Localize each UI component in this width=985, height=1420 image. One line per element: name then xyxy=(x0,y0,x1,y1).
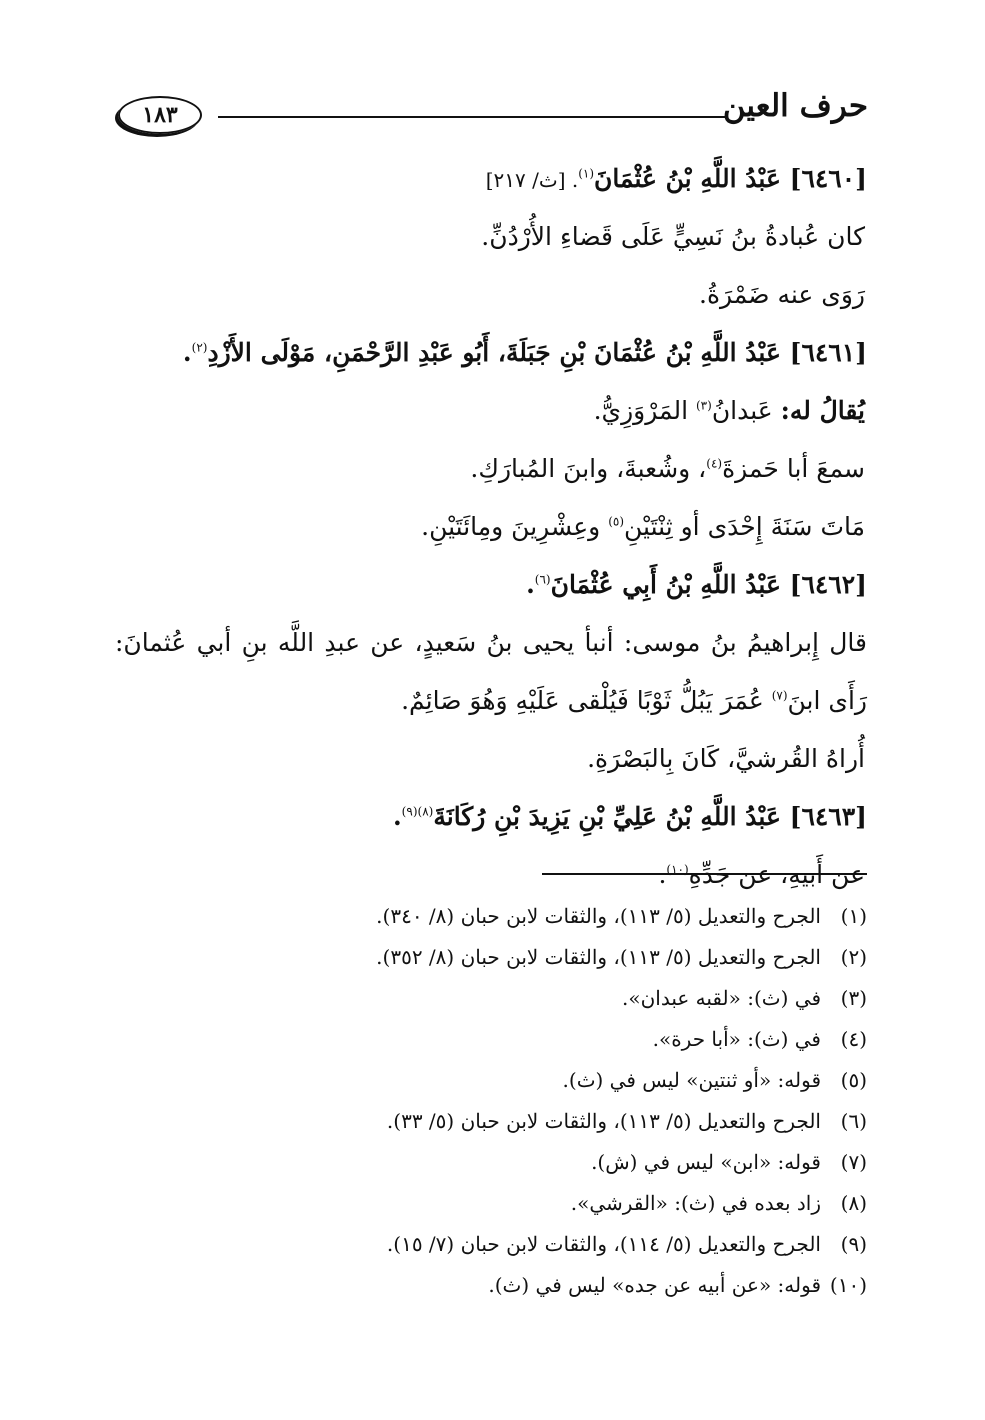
manuscript-reference: . [ث/ ٢١٧] xyxy=(485,168,579,192)
footnote-text: في (ث): «لقبه عبدان». xyxy=(622,986,821,1010)
footnote-marker: (١) xyxy=(578,166,595,181)
entry-6462-heading xyxy=(115,556,867,614)
footnote-marker: (٤) xyxy=(706,456,723,471)
text-segment: عن أَبيهِ، عن جَدِّهِ xyxy=(688,860,865,889)
footnote-3 xyxy=(115,978,867,1019)
entry-name: عَبْدُ اللَّهِ بْنُ عَلِيِّ بْنِ يَزِيدَ بْنِ رُكَانَةَ xyxy=(433,802,781,831)
text-segment: ، وشُعبةَ، وابنَ المُبارَكِ. xyxy=(470,454,707,483)
nisba: المَرْوَزِيُّ. xyxy=(593,396,696,425)
footnote-4 xyxy=(115,1019,867,1060)
footnote-number: (١) xyxy=(840,904,867,928)
footnote-7 xyxy=(115,1142,867,1183)
footnote-text: في (ث): «أبا حرة». xyxy=(652,1027,821,1051)
entry-6460-narrator: رَوَى عنه ضَمْرَةُ. xyxy=(699,280,865,309)
footnote-number: (٨) xyxy=(840,1191,867,1215)
entry-6462-report xyxy=(115,672,867,730)
footnotes xyxy=(115,896,867,1306)
text-segment: سمعَ أبا حَمزةَ xyxy=(722,454,865,483)
entry-6463-heading xyxy=(115,788,867,846)
footnote-marker: (٨)(٩) xyxy=(401,804,434,819)
entry-name: عَبْدُ اللَّهِ بْنُ عُثْمَانَ xyxy=(594,164,781,193)
footnote-text: الجرح والتعديل (٥/ ١١٣)، والثقات لابن حبان (٨/ ٣٤٠). xyxy=(376,904,821,928)
punctuation: . xyxy=(658,860,667,889)
footnote-5 xyxy=(115,1060,867,1101)
footnote-number: (٥) xyxy=(840,1068,867,1092)
footnote-marker: (١٠) xyxy=(666,862,689,877)
entry-name: عَبْدُ اللَّهِ بْنُ أَبِي عُثْمَانَ xyxy=(550,570,781,599)
entry-6461-death xyxy=(115,498,867,556)
entry-number: [٦٤٦٣] xyxy=(789,802,867,831)
footnote-marker: (٧) xyxy=(771,688,788,703)
footnote-8 xyxy=(115,1183,867,1224)
punctuation: . xyxy=(526,570,535,599)
nickname-lead: يُقالُ له: xyxy=(780,396,865,425)
footnote-10 xyxy=(115,1265,867,1306)
footnote-number: (١٠) xyxy=(829,1273,867,1297)
footnote-marker: (٦) xyxy=(534,572,551,587)
footnote-text: الجرح والتعديل (٥/ ١١٣)، والثقات لابن حبان (٥/ ٣٣). xyxy=(386,1109,821,1133)
entry-6461-heading xyxy=(115,324,867,382)
page-number: ١٨٣ xyxy=(118,96,202,134)
entry-number: [٦٤٦٠] xyxy=(789,164,867,193)
footnote-number: (٣) xyxy=(840,986,867,1010)
footnote-text: قوله: «أو ثنتين» ليس في (ث). xyxy=(562,1068,821,1092)
entry-6460-text: كان عُبادةُ بنُ نَسِيٍّ عَلَى قَضاءِ الأُرْدُنِّ. xyxy=(481,222,865,251)
nickname: عَبدانُ xyxy=(711,396,781,425)
footnote-number: (٧) xyxy=(840,1150,867,1174)
footnote-1 xyxy=(115,896,867,937)
footnote-separator xyxy=(542,873,867,875)
entry-6461-teachers xyxy=(115,440,867,498)
footnote-2 xyxy=(115,937,867,978)
entry-number: [٦٤٦١] xyxy=(789,338,867,367)
entry-6462-note: أُراهُ القُرشيَّ، كَانَ بِالبَصْرَةِ. xyxy=(587,744,865,773)
entry-name: عَبْدُ اللَّهِ بْنُ عُثْمَانَ بْنِ جَبَلَةَ، أَبُو عَبْدِ الرَّحْمَنِ، مَوْلَى الأَزْدِ xyxy=(207,338,781,367)
footnote-number: (٤) xyxy=(840,1027,867,1051)
footnote-text: الجرح والتعديل (٥/ ١١٣)، والثقات لابن حبان (٨/ ٣٥٢). xyxy=(376,945,821,969)
footnote-text: قوله: «عن أبيه عن جده» ليس في (ث). xyxy=(488,1273,821,1297)
footnote-text: قوله: «ابن» ليس في (ش). xyxy=(591,1150,821,1174)
footnote-marker: (٢) xyxy=(191,340,208,355)
text-segment: وعِشْرِينَ ومِائَتَيْنِ. xyxy=(421,512,609,541)
text-segment: رَأَى ابنَ xyxy=(787,686,867,715)
page-header xyxy=(118,88,868,142)
punctuation: . xyxy=(182,338,192,367)
entry-6462-isnad: قال إِبراهيمُ بنُ موسى: أنبأ يحيى بنُ سَعيدٍ، عن عبدِ اللَّه بنِ أبي عُثمانَ: xyxy=(115,628,867,657)
chapter-title: حرف العين xyxy=(722,88,868,124)
footnote-number: (٦) xyxy=(840,1109,867,1133)
header-rule xyxy=(218,116,728,118)
footnote-number: (٢) xyxy=(840,945,867,969)
footnote-9 xyxy=(115,1224,867,1265)
footnote-number: (٩) xyxy=(840,1232,867,1256)
footnote-text: الجرح والتعديل (٥/ ١١٤)، والثقات لابن حبان (٧/ ١٥). xyxy=(386,1232,821,1256)
footnote-6 xyxy=(115,1101,867,1142)
text-segment: مَاتَ سَنَةَ إِحْدَى أو ثِنْتَيْنِ xyxy=(624,512,865,541)
footnote-text: زاد بعده في (ث): «القرشي». xyxy=(570,1191,821,1215)
entry-6460-heading xyxy=(115,150,867,208)
main-text xyxy=(115,150,867,904)
footnote-marker: (٣) xyxy=(695,398,712,413)
footnote-marker: (٥) xyxy=(608,514,625,529)
punctuation: . xyxy=(392,802,402,831)
text-segment: عُمَرَ يَبُلُّ ثَوْبًا فَيُلْقى عَلَيْهِ وَهُوَ صَائِمٌ. xyxy=(401,686,772,715)
entry-number: [٦٤٦٢] xyxy=(789,570,867,599)
entry-6461-nickname xyxy=(115,382,867,440)
